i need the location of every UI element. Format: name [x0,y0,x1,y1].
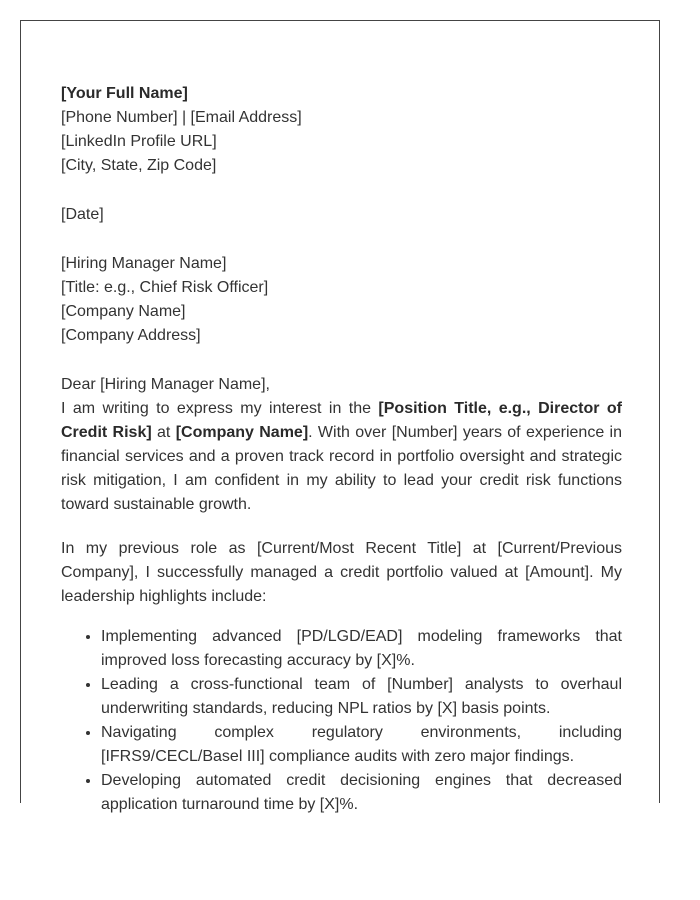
spacer [61,517,622,537]
list-item: • Navigating complex regulatory environments, including [IFRS9/CECL/Basel III] compliance audits with zero major findings. [101,721,622,769]
recipient-block [61,252,622,348]
intro-text-2: at [151,424,176,441]
intro-paragraph [61,397,622,517]
letter-page [20,20,660,813]
spacer [61,348,622,373]
recipient-company: [Company Name] [61,303,186,320]
highlights-list [61,625,622,817]
company-name: [Company Name] [175,424,309,441]
list-item: • Implementing advanced [PD/LGD/EAD] modeling frameworks that improved loss forecasting accuracy by [X]%. [101,625,622,673]
recipient-title: [Title: e.g., Chief Risk Officer] [61,279,269,296]
spacer [61,178,622,203]
sender-linkedin: [LinkedIn Profile URL] [61,133,217,150]
intro-text-1: I am writing to express my interest in the [61,400,379,417]
list-item: • Developing automated credit decisioning engines that decreased application turnaround time by [X]%. [101,769,622,817]
position-title: [Position Title, e.g., Director of Credit Risk] [61,400,622,441]
list-item: • Leading a cross-functional team of [Number] analysts to overhaul underwriting standards, reducing NPL ratios by [X] basis points. [101,673,622,721]
letter-content [61,82,622,817]
sender-name: [Your Full Name] [61,85,188,102]
recipient-name: [Hiring Manager Name] [61,255,227,272]
intro-text-3: . With over [Number] years of experience in financial services and a proven track record in portfolio oversight and strategic risk mitigation, I am confident in my ability to lead your credit risk functions toward sustainable growth. [61,424,623,513]
recipient-address: [Company Address] [61,327,201,344]
letter-date: [Date] [61,206,104,223]
sender-location: [City, State, Zip Code] [61,157,217,174]
sender-contact: [Phone Number] | [Email Address] [61,109,302,126]
salutation: Dear [Hiring Manager Name], [61,376,270,393]
spacer [61,227,622,252]
previous-role-paragraph: In my previous role as [Current/Most Recent Title] at [Current/Previous Company], I successfully managed a credit portfolio valued at [Amount]. My leadership highlights include: [61,540,622,605]
sender-block [61,82,622,178]
